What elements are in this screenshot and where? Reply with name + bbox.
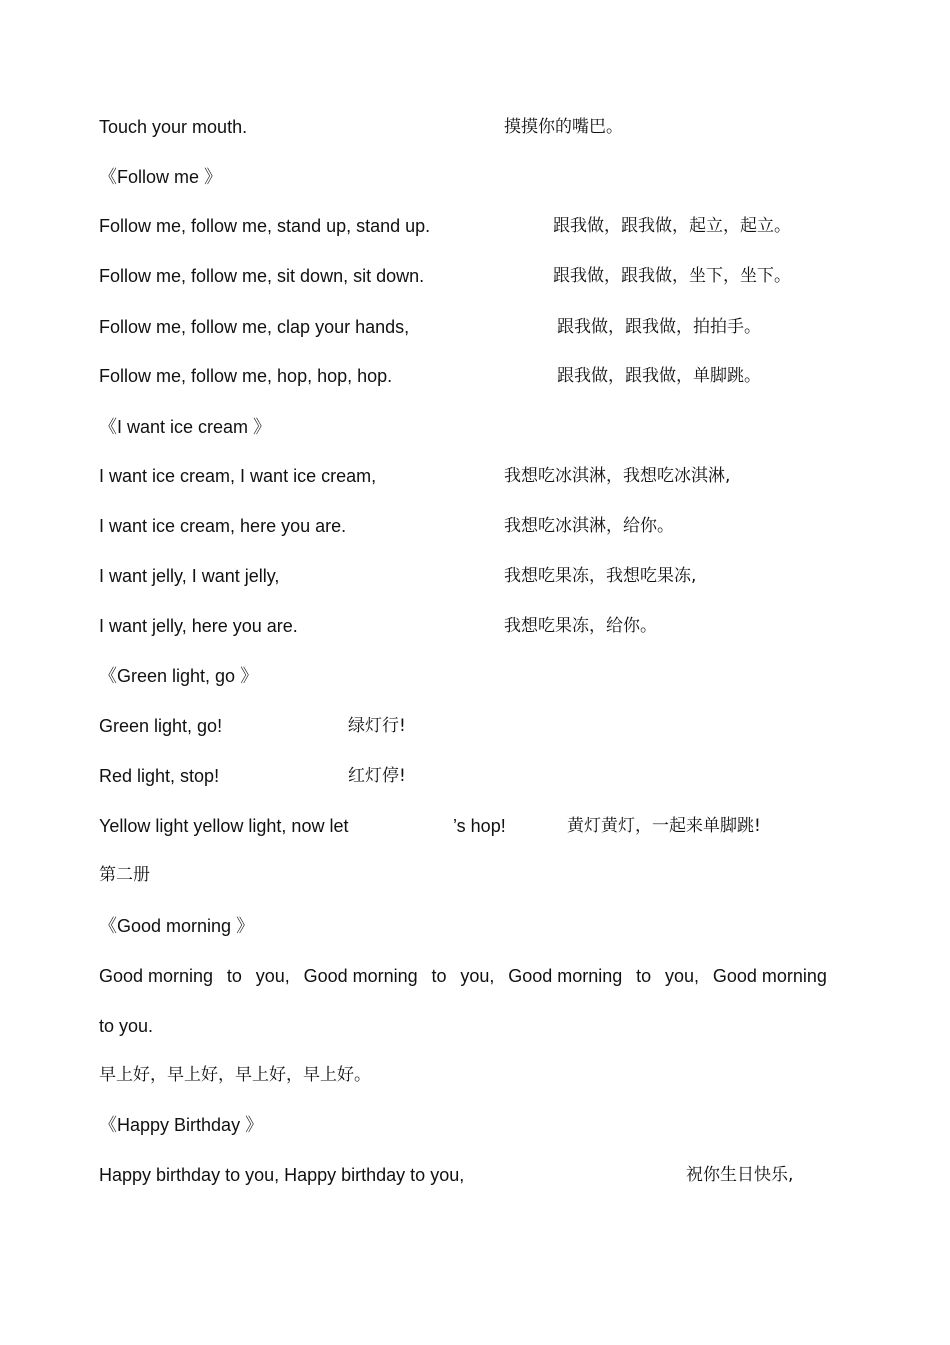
song-title: 《Follow me 》	[99, 167, 223, 187]
line-en: Touch your mouth.	[99, 117, 248, 137]
word: Good morning	[303, 966, 418, 986]
line-en: Yellow light yellow light, now let	[99, 816, 349, 836]
song-title: 《Green light, go 》	[99, 666, 259, 686]
word: you,	[255, 966, 290, 986]
line-zh: 我想吃果冻，给你。	[504, 616, 657, 636]
word: to	[226, 966, 242, 986]
line-en: Red light, stop!	[99, 766, 220, 786]
section-heading: 第二册	[99, 865, 150, 885]
word: you,	[664, 966, 699, 986]
line-en: I want ice cream, I want ice cream,	[99, 466, 377, 486]
line-en: Green light, go!	[99, 716, 223, 736]
song-title: 《Happy Birthday 》	[99, 1115, 264, 1135]
line-en: Follow me, follow me, sit down, sit down.	[99, 266, 425, 286]
word: to	[636, 966, 652, 986]
line-en-continuation: ’s hop!	[453, 816, 506, 836]
line-en: I want jelly, here you are.	[99, 616, 298, 636]
line-en: I want ice cream, here you are.	[99, 516, 347, 536]
line-zh: 跟我做，跟我做，起立，起立。	[553, 216, 791, 236]
line-zh: 早上好，早上好，早上好，早上好。	[99, 1065, 371, 1085]
word: Good morning	[99, 966, 214, 986]
line-zh: 红灯停!	[348, 766, 406, 786]
line-en: I want jelly, I want jelly,	[99, 566, 280, 586]
line-zh: 祝你生日快乐,	[686, 1165, 794, 1185]
word: Good morning	[712, 966, 827, 986]
song-title: 《I want ice cream 》	[99, 417, 272, 437]
line-zh: 黄灯黄灯，一起来单脚跳!	[567, 816, 761, 836]
song-title: 《Good morning 》	[99, 916, 255, 936]
line-zh: 跟我做，跟我做，单脚跳。	[557, 366, 761, 386]
line-zh: 我想吃冰淇淋，给你。	[504, 516, 674, 536]
word: Good morning	[508, 966, 623, 986]
justified-line	[99, 965, 827, 987]
line-zh: 绿灯行!	[348, 716, 406, 736]
word: to	[431, 966, 447, 986]
line-en: Happy birthday to you, Happy birthday to you,	[99, 1165, 465, 1185]
line-zh: 跟我做，跟我做，坐下，坐下。	[553, 266, 791, 286]
line-zh: 我想吃冰淇淋，我想吃冰淇淋,	[504, 466, 731, 486]
line-en: Follow me, follow me, stand up, stand up.	[99, 216, 431, 236]
line-en: to you.	[99, 1016, 154, 1036]
line-en: Follow me, follow me, hop, hop, hop.	[99, 366, 393, 386]
line-zh: 我想吃果冻，我想吃果冻,	[504, 566, 697, 586]
line-en: Follow me, follow me, clap your hands,	[99, 317, 410, 337]
word: you,	[460, 966, 495, 986]
line-zh: 跟我做，跟我做，拍拍手。	[557, 317, 761, 337]
line-zh: 摸摸你的嘴巴。	[504, 117, 623, 137]
